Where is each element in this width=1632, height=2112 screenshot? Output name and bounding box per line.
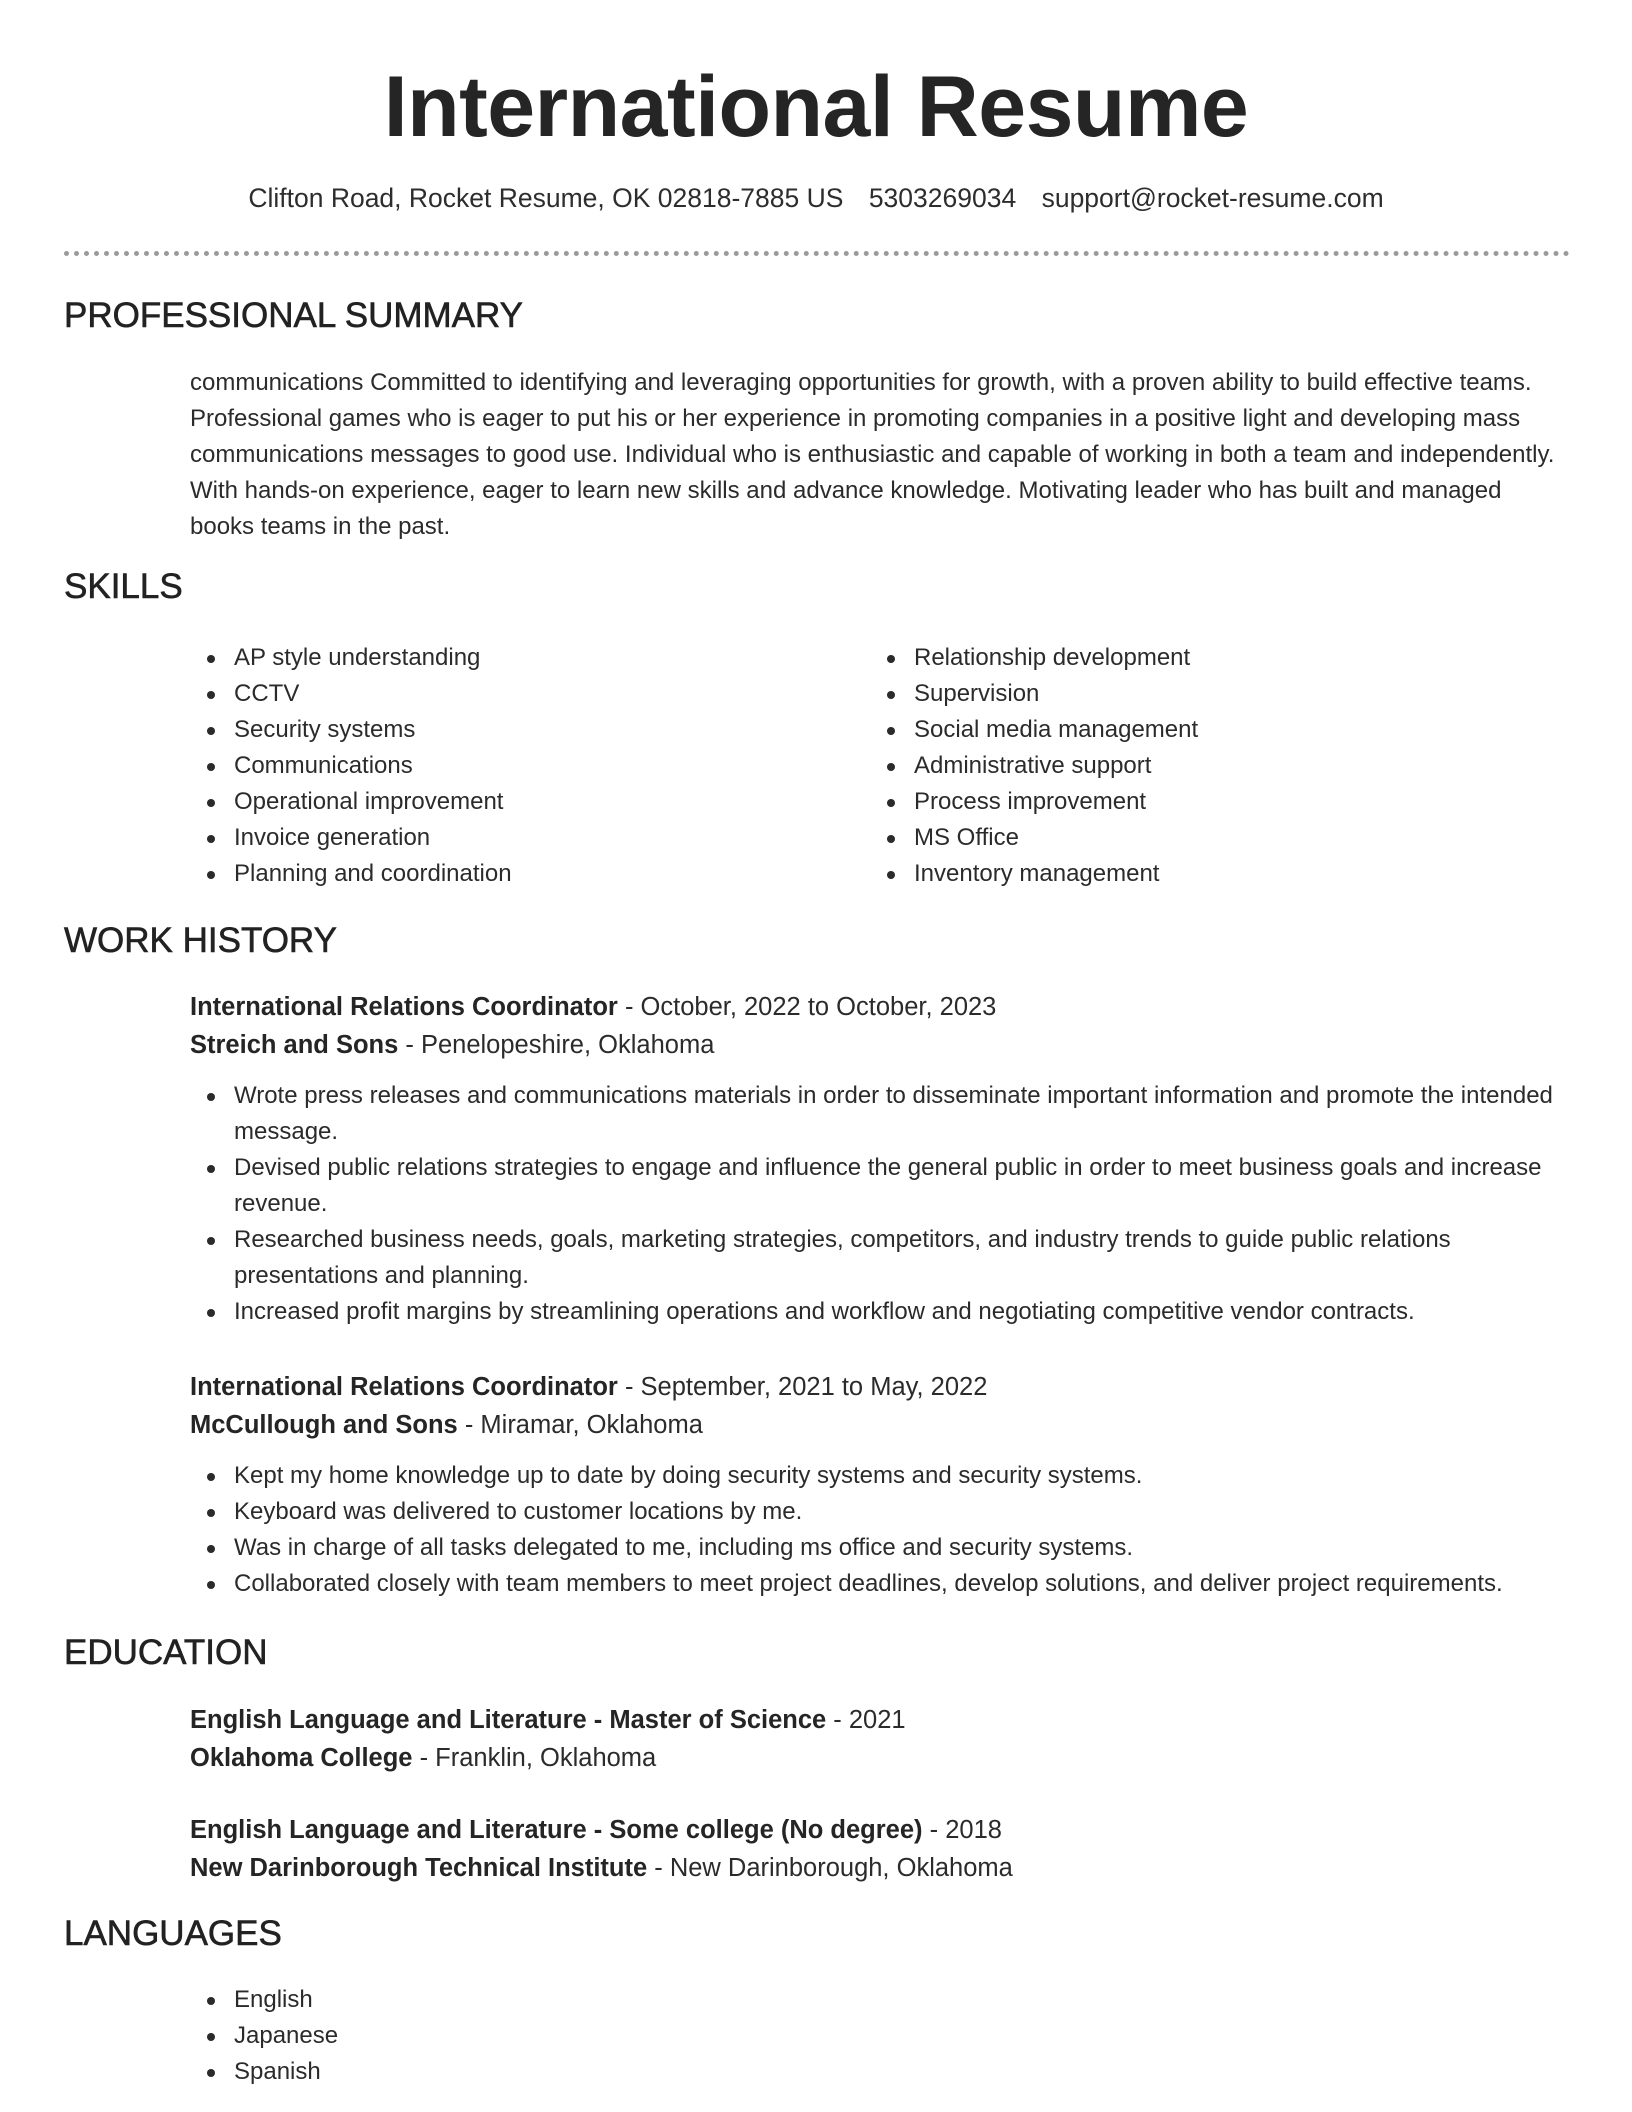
skill-item: Administrative support bbox=[870, 748, 1510, 784]
skill-item: Invoice generation bbox=[190, 820, 830, 856]
education-school-line bbox=[190, 1849, 1570, 1887]
education-location: - New Darinborough, Oklahoma bbox=[647, 1854, 1013, 1882]
skill-item: Process improvement bbox=[870, 784, 1510, 820]
contact-line bbox=[0, 183, 1632, 214]
education-entry bbox=[190, 1701, 1570, 1777]
job-bullet: Devised public relations strategies to engage and influence the general public in order to meet business goals and increase revenue. bbox=[190, 1150, 1570, 1222]
skill-item: Relationship development bbox=[870, 640, 1510, 676]
language-item: Japanese bbox=[190, 2018, 790, 2054]
languages-list bbox=[190, 1982, 790, 2090]
job-dates: - September, 2021 to May, 2022 bbox=[617, 1373, 988, 1401]
skill-item: Planning and coordination bbox=[190, 856, 830, 892]
education-school-line bbox=[190, 1739, 1570, 1777]
education-year: - 2018 bbox=[922, 1816, 1002, 1844]
language-item: English bbox=[190, 1982, 790, 2018]
job-bullet: Wrote press releases and communications materials in order to disseminate important information and promote the intended message. bbox=[190, 1078, 1570, 1150]
education-school: Oklahoma College bbox=[190, 1744, 413, 1772]
job-company-line bbox=[190, 1406, 1570, 1444]
summary-heading: PROFESSIONAL SUMMARY bbox=[64, 296, 523, 335]
education-degree: English Language and Literature - Some college (No degree) bbox=[190, 1816, 923, 1844]
job-title-line bbox=[190, 988, 1570, 1026]
job-role: International Relations Coordinator bbox=[190, 993, 618, 1021]
contact-address: Clifton Road, Rocket Resume, OK 02818-7885 US bbox=[248, 183, 844, 213]
job-title-line bbox=[190, 1368, 1570, 1406]
education-degree-line bbox=[190, 1811, 1570, 1849]
job-bullet: Keyboard was delivered to customer locations by me. bbox=[190, 1494, 1570, 1530]
skills-list-left bbox=[190, 640, 830, 892]
skill-item: Communications bbox=[190, 748, 830, 784]
language-item: Spanish bbox=[190, 2054, 790, 2090]
education-location: - Franklin, Oklahoma bbox=[412, 1744, 657, 1772]
education-year: - 2021 bbox=[826, 1706, 906, 1734]
job-location: - Miramar, Oklahoma bbox=[457, 1411, 703, 1439]
job-bullet: Researched business needs, goals, marketing strategies, competitors, and industry trends to guide public relations presentations and planning. bbox=[190, 1222, 1570, 1294]
education-degree: English Language and Literature - Master of Science bbox=[190, 1706, 827, 1734]
job-entry bbox=[190, 1368, 1570, 1602]
job-bullet: Collaborated closely with team members to meet project deadlines, develop solutions, and deliver project requirements. bbox=[190, 1566, 1570, 1602]
skill-item: CCTV bbox=[190, 676, 830, 712]
contact-email: support@rocket-resume.com bbox=[1041, 183, 1384, 213]
education-entry bbox=[190, 1811, 1570, 1887]
job-bullets bbox=[190, 1458, 1570, 1602]
skill-item: Social media management bbox=[870, 712, 1510, 748]
education-heading: EDUCATION bbox=[64, 1633, 268, 1672]
job-company: McCullough and Sons bbox=[190, 1411, 458, 1439]
skill-item: Supervision bbox=[870, 676, 1510, 712]
work-history-heading: WORK HISTORY bbox=[64, 921, 337, 960]
education-degree-line bbox=[190, 1701, 1570, 1739]
resume-name: International Resume bbox=[383, 59, 1249, 155]
languages-heading: LANGUAGES bbox=[64, 1914, 282, 1953]
job-role: International Relations Coordinator bbox=[190, 1373, 618, 1401]
job-location: - Penelopeshire, Oklahoma bbox=[398, 1031, 715, 1059]
job-bullet: Increased profit margins by streamlining operations and workflow and negotiating competitive vendor contracts. bbox=[190, 1294, 1570, 1330]
job-bullet: Kept my home knowledge up to date by doing security systems and security systems. bbox=[190, 1458, 1570, 1494]
contact-phone: 5303269034 bbox=[868, 183, 1017, 213]
skills-heading: SKILLS bbox=[64, 567, 183, 606]
skill-item: MS Office bbox=[870, 820, 1510, 856]
job-company: Streich and Sons bbox=[190, 1031, 399, 1059]
job-bullets bbox=[190, 1078, 1570, 1330]
skill-item: Operational improvement bbox=[190, 784, 830, 820]
education-school: New Darinborough Technical Institute bbox=[190, 1854, 648, 1882]
skills-list-right bbox=[870, 640, 1510, 892]
header-divider bbox=[64, 251, 1570, 256]
job-bullet: Was in charge of all tasks delegated to me, including ms office and security systems. bbox=[190, 1530, 1570, 1566]
job-entry bbox=[190, 988, 1570, 1330]
skill-item: AP style understanding bbox=[190, 640, 830, 676]
skill-item: Inventory management bbox=[870, 856, 1510, 892]
summary-text: communications Committed to identifying and leveraging opportunities for growth, with a proven ability to build effective teams. Professional games who is eager to put his or her experience in promoting companies in a positive light and developing mass communications messages to good use. Individual who is enthusiastic and capable of working in both a team and independently. With hands-on experience, eager to learn new skills and advance knowledge. Motivating leader who has built and managed books teams in the past. bbox=[190, 369, 1555, 540]
skill-item: Security systems bbox=[190, 712, 830, 748]
job-company-line bbox=[190, 1026, 1570, 1064]
job-dates: - October, 2022 to October, 2023 bbox=[617, 993, 997, 1021]
